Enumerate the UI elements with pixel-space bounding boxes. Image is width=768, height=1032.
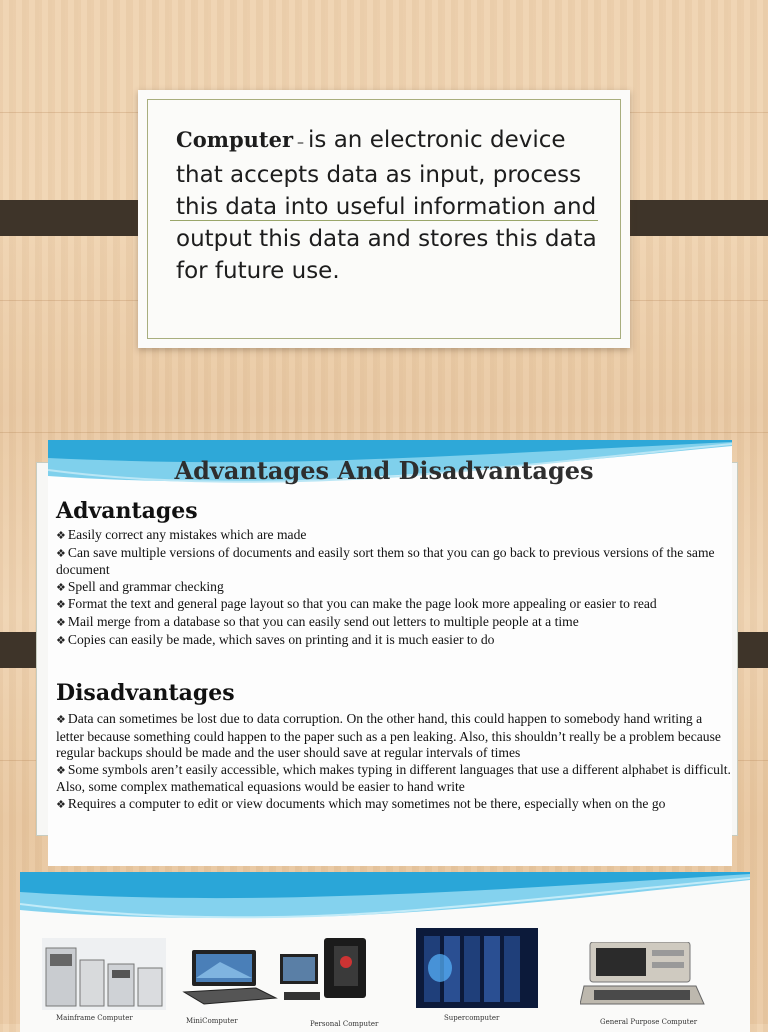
- list-item: ❖ Spell and grammar checking: [56, 578, 224, 594]
- definition-separator: –: [297, 135, 305, 151]
- bullet-icon: ❖: [56, 714, 66, 726]
- list-item: ❖ Requires a computer to edit or view documents which may sometimes not be there, especially when on the go: [56, 795, 666, 811]
- wave-header: [20, 872, 750, 934]
- list-item: ❖ Mail merge from a database so that you can easily send out letters to multiple people at a time: [56, 613, 579, 629]
- bullet-icon: ❖: [56, 547, 66, 560]
- dark-strip-right: [612, 200, 768, 236]
- slide-title: Advantages And Disadvantages: [174, 456, 594, 485]
- computer-types-slide: [20, 872, 750, 1032]
- bullet-icon: ❖: [56, 798, 66, 811]
- caption-mini: MiniComputer: [186, 1017, 238, 1025]
- bullet-icon: ❖: [56, 599, 66, 612]
- definition-term: Computer: [176, 127, 294, 152]
- disadvantages-heading: Disadvantages: [56, 680, 235, 706]
- caption-personal: Personal Computer: [310, 1020, 379, 1028]
- list-item: ❖ Data can sometimes be lost due to data corruption. On the other hand, this could happen to somebody hand writing a letter because something could happen to the paper such as a pen leaking. Also, this shouldn’t really be a problem because regular backups should be made and the user should save at regular intervals of times: [56, 711, 721, 761]
- list-item: ❖ Can save multiple versions of documents and easily sort them so that you can go back to previous versions of the same document: [56, 544, 715, 578]
- bullet-icon: ❖: [56, 581, 66, 594]
- caption-general: General Purpose Computer: [600, 1018, 698, 1026]
- wood-grain-line: [0, 432, 768, 433]
- advantages-heading: Advantages: [56, 498, 198, 524]
- bullet-icon: ❖: [56, 634, 66, 647]
- caption-mainframe: Mainframe Computer: [56, 1014, 133, 1022]
- advantages-list: [56, 527, 732, 649]
- definition-text: [176, 124, 616, 287]
- definition-body: is an electronic device that accepts data as input, process this data into useful information and output this data and stores this data for future use.: [176, 127, 597, 284]
- list-item: ❖ Some symbols aren’t easily accessible, which makes typing in different languages that use a different alphabet is difficult. Also, some complex mathematical equasions would be easier to hand write: [56, 761, 731, 795]
- general-purpose-computer-icon: [580, 942, 706, 1008]
- disadvantages-list: [56, 711, 732, 814]
- dark-strip-left: [0, 200, 154, 236]
- personal-computer-icon: [280, 938, 370, 1010]
- list-item: ❖ Format the text and general page layout so that you can make the page look more appealing or easier to read: [56, 596, 657, 612]
- bullet-icon: ❖: [56, 616, 66, 629]
- mainframe-computer-icon: [42, 938, 166, 1010]
- caption-super: Supercomputer: [444, 1014, 500, 1022]
- supercomputer-icon: [416, 928, 538, 1008]
- bullet-icon: ❖: [56, 530, 66, 542]
- mini-computer-icon: [180, 948, 278, 1010]
- bullet-icon: ❖: [56, 764, 66, 777]
- list-item: ❖ Copies can easily be made, which saves on printing and it is much easier to do: [56, 631, 495, 647]
- list-item: ❖ Easily correct any mistakes which are made: [56, 527, 307, 542]
